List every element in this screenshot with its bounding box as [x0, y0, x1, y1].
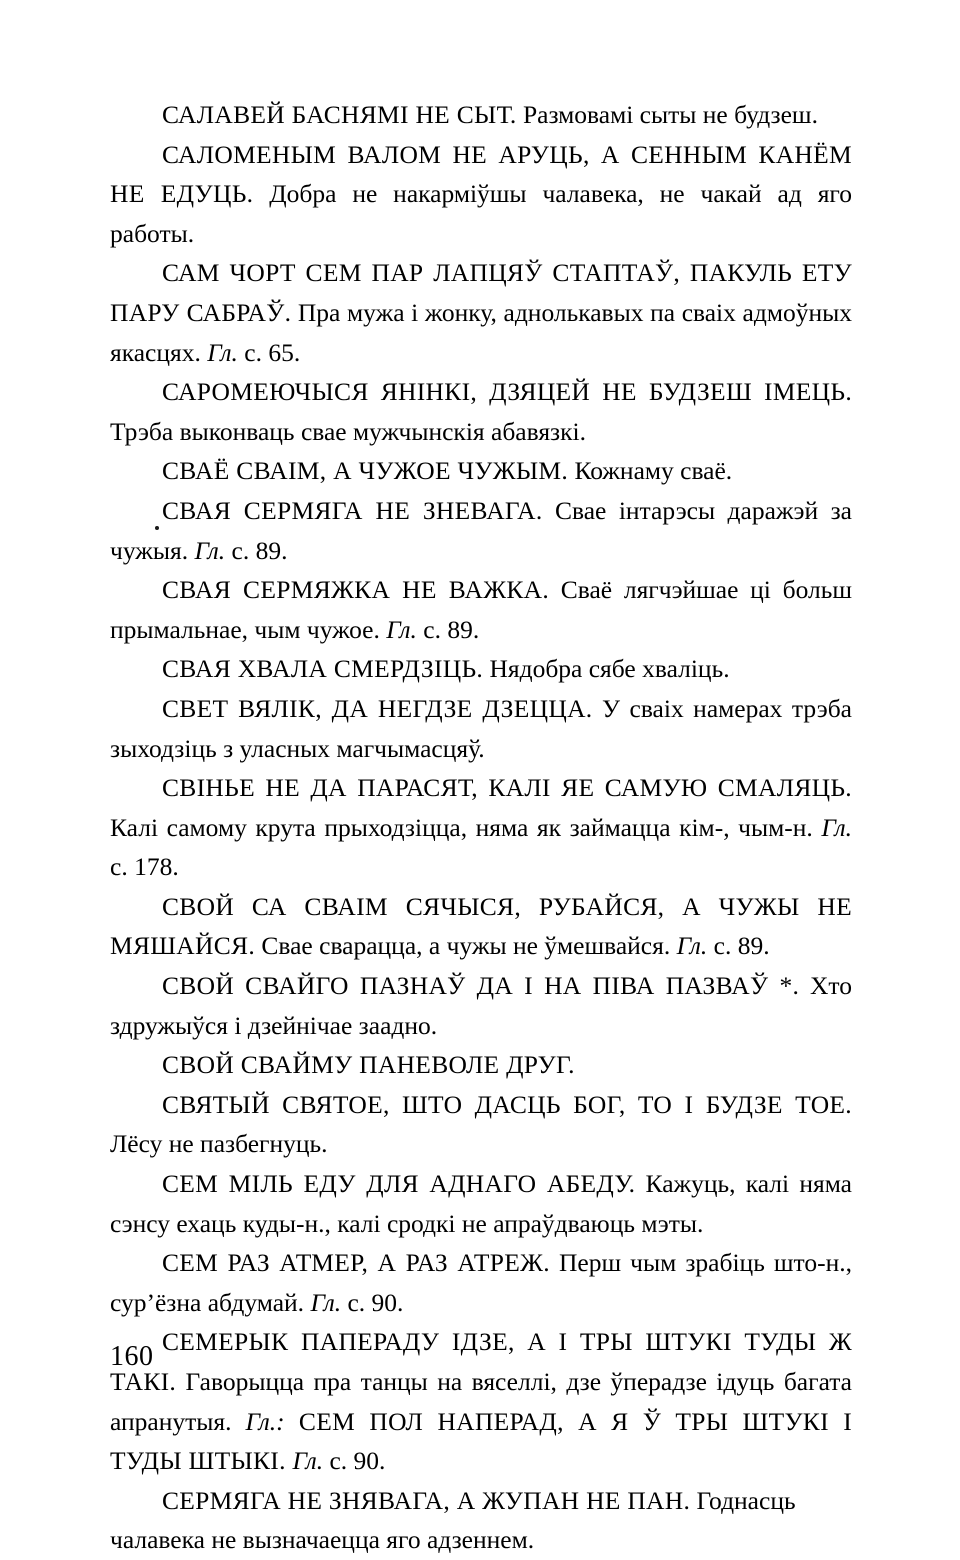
dictionary-entry: [110, 491, 852, 570]
dictionary-entry: [110, 1481, 852, 1560]
entry-cross-reference-second: Гл.: [292, 1446, 324, 1476]
dictionary-entry: [110, 768, 852, 887]
entry-headword: СВАЯ СЕРМЯГА НЕ ЗНЕВАГА.: [162, 495, 543, 525]
dictionary-entry: [110, 887, 852, 966]
dictionary-entry: [110, 966, 852, 1045]
entry-cross-reference: Гл.:: [245, 1406, 285, 1436]
entry-gloss: Перш чым зрабіць што-н., сур’ёзна абдумай.: [110, 1248, 852, 1317]
dictionary-entry: [110, 570, 852, 649]
dictionary-entry: [110, 689, 852, 768]
entry-gloss: Пра мужа і жонку, аднолькавых па сваіх адмоўных якасцях.: [110, 297, 853, 367]
dictionary-entry: [110, 372, 852, 451]
entry-cross-reference-page: с. 90.: [341, 1287, 404, 1317]
entry-headword: СВОЙ СВАЙГО ПАЗНАЎ ДА І НА ПІВА ПАЗВАЎ *.: [162, 971, 800, 1001]
entry-cross-reference-second-page: с. 90.: [323, 1446, 386, 1476]
page-number: 160: [110, 1341, 154, 1372]
entry-cross-reference: Гл.: [310, 1287, 342, 1317]
entry-gloss: У сваіх намерах трэба зыходзіць з уласных магчымасцяў.: [110, 693, 852, 763]
entry-gloss: Трэба выконваць свае мужчынскія абавязкі.: [110, 416, 586, 446]
entry-headword: СВОЙ СВАЙМУ ПАНЕВОЛЕ ДРУГ.: [162, 1050, 575, 1080]
entry-gloss: Кажуць, калі няма сэнсу ехаць куды-н., калі сродкі не апраўдваюць мэты.: [110, 1169, 852, 1238]
entry-cross-reference-page: с. 89.: [416, 614, 480, 644]
entry-headword: СЕМ РАЗ АТМЕР, А РАЗ АТРЕЖ.: [162, 1248, 550, 1278]
entry-gloss: Размовамі сыты не будзеш.: [516, 100, 818, 129]
entry-headword: СВЯТЫЙ СВЯТОЕ, ШТО ДАСЦЬ БОГ, ТО І БУДЗЕ ТОЕ.: [162, 1089, 852, 1119]
dictionary-entry: [110, 253, 852, 372]
scan-artifact-speck: [155, 526, 159, 530]
dictionary-entry: [110, 135, 852, 254]
entry-gloss: Хто здружыўся і дзейнічае заадно.: [110, 971, 852, 1040]
dictionary-entry: [110, 1322, 852, 1480]
entry-cross-reference: Гл.: [386, 614, 417, 644]
dictionary-entry: [110, 1045, 852, 1085]
entry-gloss: Калі самому крута прыходзіцца, няма як займацца кім-, чым-н.: [110, 812, 822, 842]
body-text-column: [110, 95, 852, 1560]
entry-headword: САЛОМЕНЫМ ВАЛОМ НЕ АРУЦЬ, А СЕННЫМ КАНЁМ НЕ ЕДУЦЬ.: [110, 139, 852, 209]
entry-cross-reference: Гл.: [207, 337, 238, 367]
dictionary-entry: [110, 1164, 852, 1243]
entry-gloss: Годнасць чалавека не вызначаецца яго адзеннем.: [110, 1485, 796, 1555]
entry-gloss: Кожнаму сваё.: [568, 456, 733, 486]
entry-headword: СЕМ МІЛЬ ЕДУ ДЛЯ АДНАГО АБЕДУ.: [162, 1169, 636, 1199]
dictionary-entry: [110, 451, 852, 491]
entry-gloss: Нядобра сябе хваліць.: [483, 654, 730, 684]
entry-headword: СВОЙ СА СВАІМ СЯЧЫСЯ, РУБАЙСЯ, А ЧУЖЫ НЕ МЯШАЙСЯ.: [110, 891, 852, 961]
entry-gloss: Свае інтарэсы даражэй за чужыя.: [110, 495, 852, 565]
entry-headword: САЛАВЕЙ БАСНЯМІ НЕ СЫТ.: [162, 100, 517, 129]
entry-headword: СВАЯ СЕРМЯЖКА НЕ ВАЖКА.: [162, 575, 550, 605]
dictionary-entry: [110, 649, 852, 689]
entry-headword: СВІНЬЕ НЕ ДА ПАРАСЯТ, КАЛІ ЯЕ САМУЮ СМАЛЯЦЬ.: [162, 773, 852, 803]
entry-headword: САРОМЕЮЧЫСЯ ЯНІНКІ, ДЗЯЦЕЙ НЕ БУДЗЕШ ІМЕЦЬ.: [162, 377, 852, 407]
dictionary-entry: [110, 1243, 852, 1322]
entry-gloss: Гаворыцца пра танцы на вяселлі, дзе ўперадзе ідуць багата апранутыя.: [110, 1367, 852, 1436]
entry-headword: СВАЁ СВАІМ, А ЧУЖОЕ ЧУЖЫМ.: [162, 456, 569, 486]
entry-cross-reference: Гл.: [676, 931, 708, 961]
entry-gloss: Сваё лягчэйшае ці больш прымальнае, чым чужое.: [110, 575, 852, 644]
entry-headword: СЕРМЯГА НЕ ЗНЯВАГА, А ЖУПАН НЕ ПАН.: [162, 1485, 691, 1515]
entry-cross-reference-page: с. 89.: [225, 535, 288, 565]
entry-headword: САМ ЧОРТ СЕМ ПАР ЛАПЦЯЎ СТАПТАЎ, ПАКУЛЬ ЕТУ ПАРУ САБРАЎ.: [110, 258, 852, 327]
entry-gloss: Добра не накарміўшы чалавека, не чакай ад яго работы.: [110, 179, 852, 248]
dictionary-entry: [110, 1085, 852, 1164]
entry-cross-reference-page: с. 89.: [707, 931, 770, 961]
entry-gloss: Свае сварацца, а чужы не ўмешвайся.: [255, 931, 677, 961]
entry-cross-reference: Гл.: [194, 535, 226, 565]
entry-cross-reference-page: с. 65.: [237, 337, 301, 367]
entry-cross-reference-headword: СЕМ ПОЛ НАПЕРАД, А Я Ў ТРЫ ШТУКІ І ТУДЫ ШТЫКІ.: [110, 1406, 852, 1476]
entry-cross-reference-page: с. 178.: [110, 852, 179, 882]
entry-headword: СВЕТ ВЯЛІК, ДА НЕГДЗЕ ДЗЕЦЦА.: [162, 693, 593, 723]
entry-headword: СЕМЕРЫК ПАПЕРАДУ ІДЗЕ, А І ТРЫ ШТУКІ ТУДЫ Ж ТАКІ.: [110, 1327, 852, 1396]
dictionary-entry: [110, 95, 852, 135]
entry-gloss: Лёсу не пазбегнуць.: [110, 1129, 328, 1159]
entry-cross-reference: Гл.: [821, 812, 852, 842]
entry-headword: СВАЯ ХВАЛА СМЕРДЗІЦЬ.: [162, 654, 484, 684]
